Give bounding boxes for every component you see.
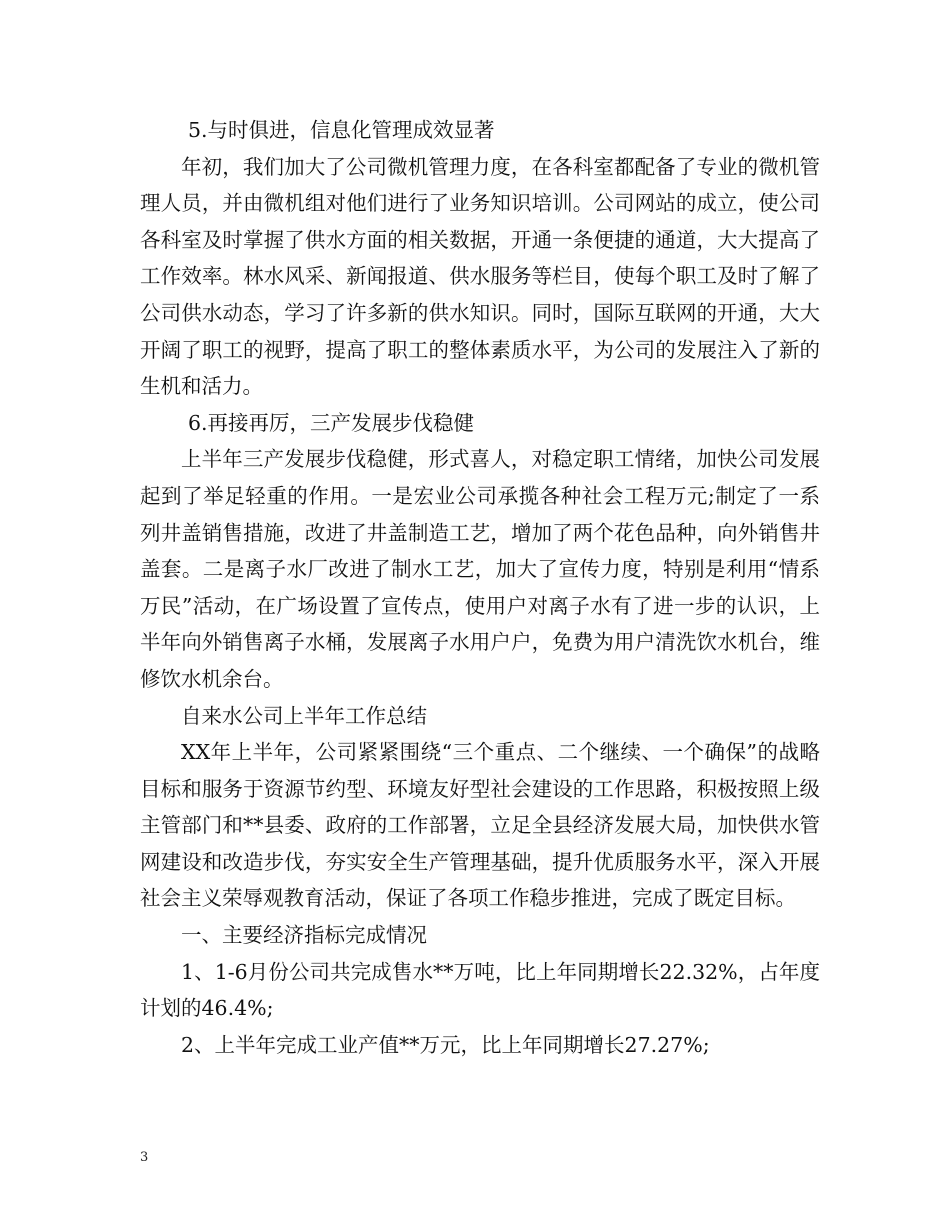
document-subtitle: 自来水公司上半年工作总结 — [181, 703, 427, 728]
section-heading-5: 5.与时俱进，信息化管理成效显著 — [188, 118, 495, 142]
section-heading-6: 6.再接再厉，三产发展步伐稳健 — [188, 410, 475, 435]
page-number: 3 — [140, 1150, 149, 1165]
section-heading-economic-indicators: 一、主要经济指标完成情况 — [181, 923, 427, 948]
paragraph-informatization: 年初，我们加大了公司微机管理力度，在各科室都配备了专业的微机管理人员，并由微机组对他们进行了业务知识培训。公司网站的成立，使公司各科室及时掌握了供水方面的相关数据，开通一条便捷的通道，大大提高了工作效率。林水风采、新闻报道、供水服务等栏目，使每个职工及时了解了公司供水动态，学习了许多新的供水知识。同时，国际互联网的开通，大大开阔了职工的视野，提高了职工的整体素质水平，为公司的发展注入了新的生机和活力。 — [140, 154, 820, 399]
paragraph-summary-intro: XX年上半年，公司紧紧围绕“三个重点、二个继续、一个确保”的战略目标和服务于资源节约型、环境友好型社会建设的工作思路，积极按照上级主管部门和**县委、政府的工作部署，立足全县经济发展大局，加快供水管网建设和改造步伐，夯实安全生产管理基础，提升优质服务水平，深入开展社会主义荣辱观教育活动，保证了各项工作稳步推进，完成了既定目标。 — [140, 740, 820, 911]
paragraph-tertiary-industry: 上半年三产发展步伐稳健，形式喜人，对稳定职工情绪，加快公司发展起到了举足轻重的作用。一是宏业公司承揽各种社会工程万元;制定了一系列井盖销售措施，改进了井盖制造工艺，增加了两个花色品种，向外销售井盖套。二是离子水厂改进了制水工艺，加大了宣传力度，特别是利用“情系万民”活动，在广场设置了宣传点，使用户对离子水有了进一步的认识，上半年向外销售离子水桶，发展离子水用户户，免费为用户清洗饮水机台，维修饮水机余台。 — [140, 447, 820, 691]
document-body — [140, 112, 820, 1063]
list-item-water-sales: 1、1-6月份公司共完成售水**万吨，比上年同期增长22.32%，占年度计划的46.4%; — [140, 959, 820, 1021]
list-item-industrial-output: 2、上半年完成工业产值**万元，比上年同期增长27.27%; — [181, 1032, 710, 1057]
